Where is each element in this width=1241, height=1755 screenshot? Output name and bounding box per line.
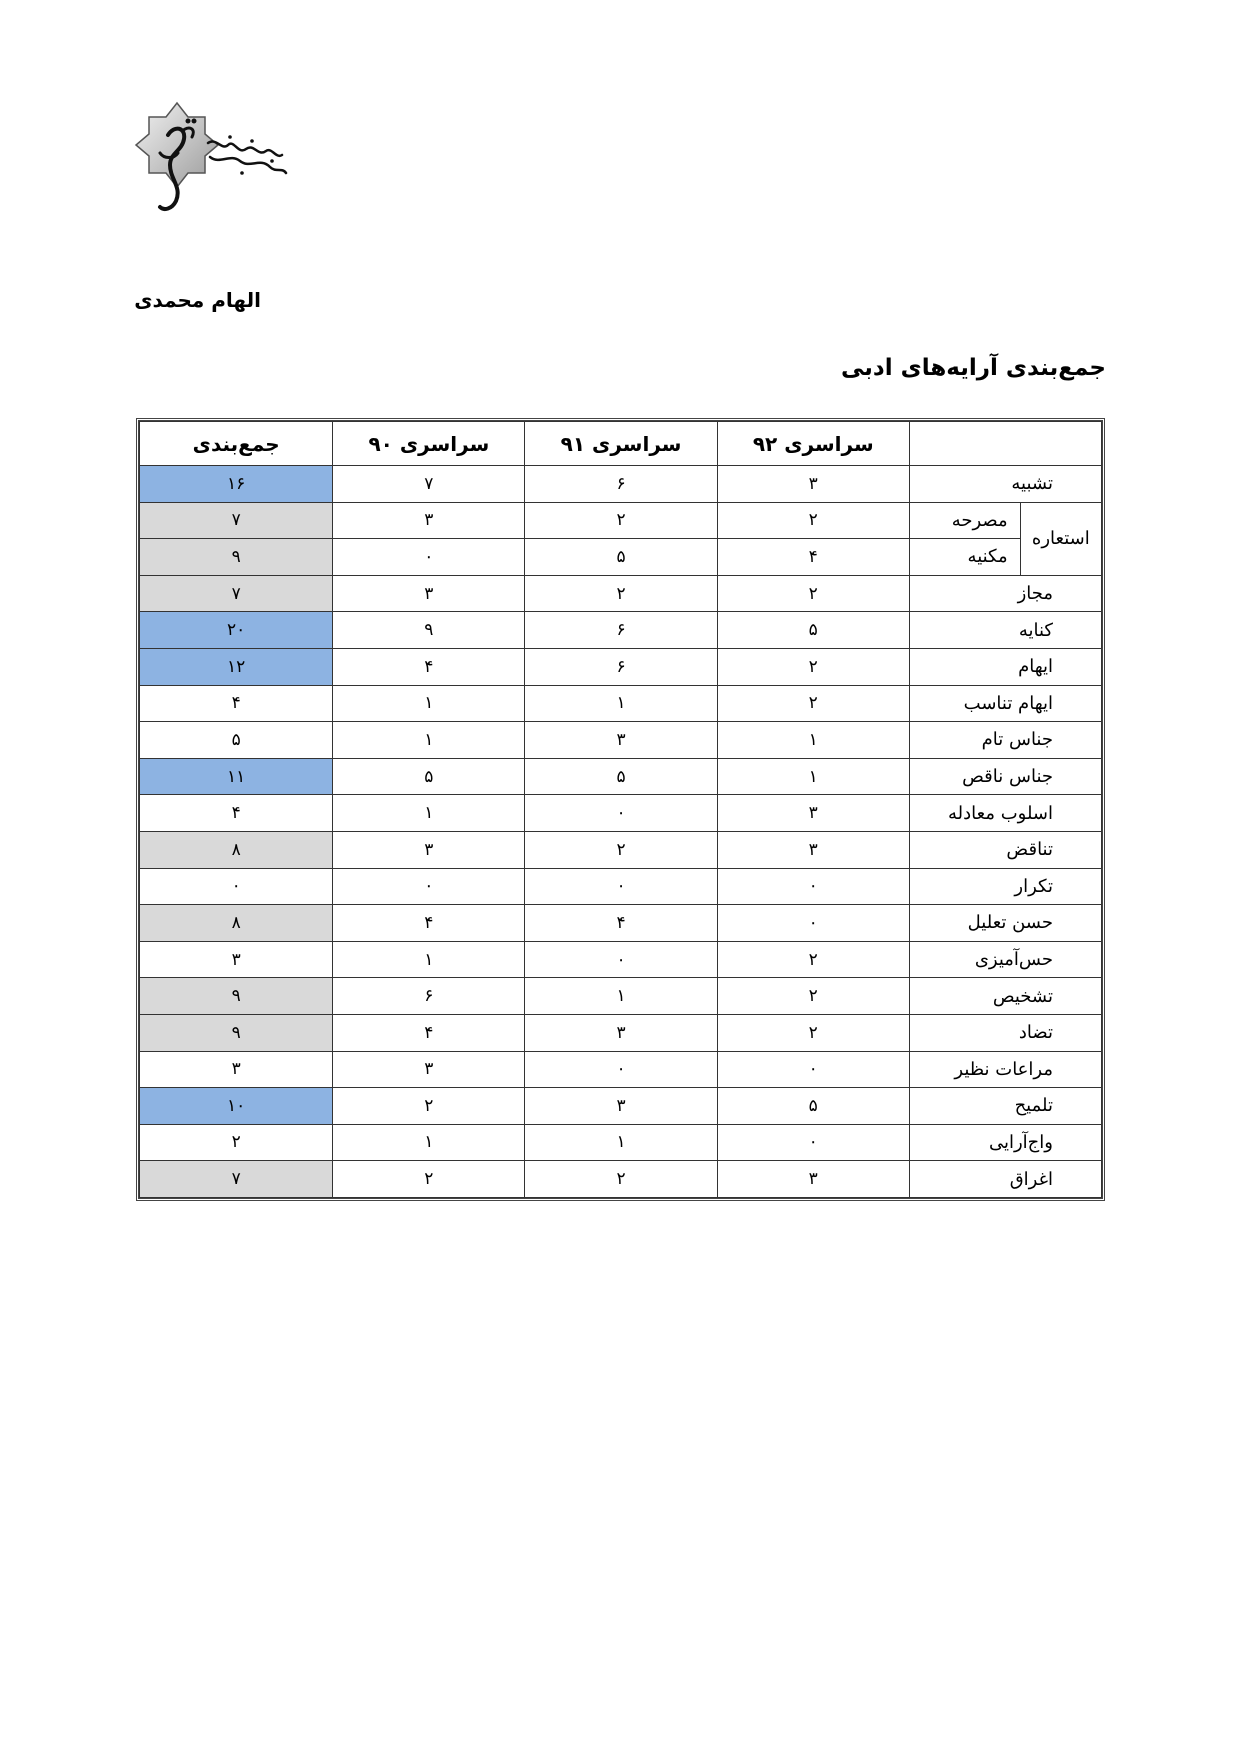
cell-sarasari-90: ۰ (333, 868, 525, 905)
cell-sarasari-92: ۰ (717, 1051, 909, 1088)
cell-sarasari-90: ۲ (333, 1161, 525, 1198)
cell-sarasari-92: ۵ (717, 1088, 909, 1125)
cell-sarasari-92: ۳ (717, 831, 909, 868)
table-row (140, 685, 1102, 722)
cell-sarasari-90: ۷ (333, 466, 525, 503)
cell-summary: ۷ (140, 502, 333, 539)
cell-sarasari-91: ۲ (525, 575, 717, 612)
row-label: مراعات نظیر (909, 1051, 1101, 1088)
cell-summary: ۱۲ (140, 648, 333, 685)
cell-sarasari-92: ۲ (717, 502, 909, 539)
table-body (140, 466, 1102, 1198)
cell-sarasari-91: ۵ (525, 758, 717, 795)
cell-sarasari-92: ۲ (717, 1014, 909, 1051)
table-header-row (140, 422, 1102, 466)
cell-sarasari-90: ۱ (333, 685, 525, 722)
cell-sarasari-92: ۳ (717, 1161, 909, 1198)
cell-summary: ۴ (140, 795, 333, 832)
cell-sarasari-92: ۲ (717, 685, 909, 722)
foundation-logo (130, 95, 290, 220)
table-row (140, 466, 1102, 503)
cell-sarasari-91: ۱ (525, 978, 717, 1015)
cell-summary: ۷ (140, 575, 333, 612)
cell-summary: ۱۱ (140, 758, 333, 795)
cell-sarasari-92: ۳ (717, 466, 909, 503)
row-label: حسن تعلیل (909, 905, 1101, 942)
cell-summary: ۲ (140, 1124, 333, 1161)
cell-sarasari-90: ۴ (333, 648, 525, 685)
table-row (140, 758, 1102, 795)
cell-sarasari-90: ۴ (333, 1014, 525, 1051)
table-row (140, 502, 1102, 539)
star-octagon-logo-icon (130, 95, 290, 220)
table-row (140, 1051, 1102, 1088)
header-sarasari-92: سراسری ۹۲ (717, 422, 909, 466)
cell-summary: ۱۰ (140, 1088, 333, 1125)
table-row (140, 795, 1102, 832)
row-group-label: استعاره (1020, 502, 1101, 575)
cell-sarasari-92: ۳ (717, 795, 909, 832)
table-row (140, 1014, 1102, 1051)
table-row (140, 1124, 1102, 1161)
header-summary: جمع‌بندی (140, 422, 333, 466)
row-label: حس‌آمیزی (909, 941, 1101, 978)
cell-sarasari-91: ۰ (525, 868, 717, 905)
cell-summary: ۹ (140, 978, 333, 1015)
cell-sarasari-91: ۶ (525, 612, 717, 649)
cell-summary: ۴ (140, 685, 333, 722)
cell-summary: ۸ (140, 831, 333, 868)
table-row (140, 831, 1102, 868)
table-row (140, 941, 1102, 978)
cell-summary: ۱۶ (140, 466, 333, 503)
cell-sarasari-90: ۲ (333, 1088, 525, 1125)
cell-sarasari-91: ۲ (525, 1161, 717, 1198)
table-row (140, 575, 1102, 612)
cell-sarasari-90: ۱ (333, 722, 525, 759)
cell-sarasari-91: ۲ (525, 831, 717, 868)
cell-sarasari-91: ۱ (525, 685, 717, 722)
figures-of-speech-table (139, 421, 1102, 1198)
author-name: الهام محمدی (134, 288, 261, 312)
row-sub-label: مصرحه (909, 502, 1020, 539)
cell-sarasari-92: ۰ (717, 905, 909, 942)
cell-sarasari-91: ۱ (525, 1124, 717, 1161)
page-title: جمع‌بندی آرایه‌های ادبی (841, 355, 1106, 381)
cell-sarasari-92: ۲ (717, 575, 909, 612)
cell-sarasari-92: ۴ (717, 539, 909, 576)
cell-sarasari-92: ۱ (717, 758, 909, 795)
table-row (140, 612, 1102, 649)
table-row (140, 539, 1102, 576)
table-row (140, 978, 1102, 1015)
row-label: اغراق (909, 1161, 1101, 1198)
cell-sarasari-92: ۲ (717, 941, 909, 978)
cell-sarasari-92: ۰ (717, 1124, 909, 1161)
cell-sarasari-90: ۰ (333, 539, 525, 576)
table-row (140, 1088, 1102, 1125)
row-label: تشخیص (909, 978, 1101, 1015)
cell-sarasari-91: ۶ (525, 466, 717, 503)
cell-summary: ۳ (140, 1051, 333, 1088)
cell-sarasari-91: ۶ (525, 648, 717, 685)
header-empty-cell (909, 422, 1101, 466)
table-row (140, 722, 1102, 759)
cell-sarasari-90: ۴ (333, 905, 525, 942)
cell-sarasari-91: ۰ (525, 1051, 717, 1088)
row-label: تکرار (909, 868, 1101, 905)
cell-sarasari-90: ۳ (333, 1051, 525, 1088)
cell-sarasari-92: ۲ (717, 648, 909, 685)
cell-sarasari-90: ۱ (333, 1124, 525, 1161)
cell-summary: ۹ (140, 1014, 333, 1051)
row-label: کنایه (909, 612, 1101, 649)
cell-sarasari-91: ۳ (525, 722, 717, 759)
row-label: جناس تام (909, 722, 1101, 759)
row-label: ایهام (909, 648, 1101, 685)
row-label: تشبیه (909, 466, 1101, 503)
summary-table-frame (136, 418, 1105, 1201)
cell-sarasari-91: ۵ (525, 539, 717, 576)
cell-sarasari-91: ۳ (525, 1088, 717, 1125)
cell-sarasari-92: ۱ (717, 722, 909, 759)
cell-sarasari-90: ۳ (333, 575, 525, 612)
cell-summary: ۳ (140, 941, 333, 978)
cell-summary: ۵ (140, 722, 333, 759)
row-label: واج‌آرایی (909, 1124, 1101, 1161)
cell-sarasari-91: ۴ (525, 905, 717, 942)
cell-sarasari-90: ۳ (333, 831, 525, 868)
table-row (140, 905, 1102, 942)
row-label: تضاد (909, 1014, 1101, 1051)
cell-summary: ۹ (140, 539, 333, 576)
cell-summary: ۸ (140, 905, 333, 942)
cell-summary: ۲۰ (140, 612, 333, 649)
cell-summary: ۷ (140, 1161, 333, 1198)
cell-sarasari-91: ۲ (525, 502, 717, 539)
cell-summary: ۰ (140, 868, 333, 905)
row-label: مجاز (909, 575, 1101, 612)
table-row (140, 1161, 1102, 1198)
cell-sarasari-91: ۰ (525, 941, 717, 978)
header-sarasari-90: سراسری ۹۰ (333, 422, 525, 466)
cell-sarasari-91: ۳ (525, 1014, 717, 1051)
cell-sarasari-92: ۵ (717, 612, 909, 649)
row-label: ایهام تناسب (909, 685, 1101, 722)
table-row (140, 648, 1102, 685)
cell-sarasari-90: ۱ (333, 941, 525, 978)
cell-sarasari-90: ۳ (333, 502, 525, 539)
row-label: تناقض (909, 831, 1101, 868)
cell-sarasari-90: ۱ (333, 795, 525, 832)
row-label: اسلوب معادله (909, 795, 1101, 832)
cell-sarasari-90: ۹ (333, 612, 525, 649)
header-sarasari-91: سراسری ۹۱ (525, 422, 717, 466)
row-sub-label: مکنیه (909, 539, 1020, 576)
cell-sarasari-92: ۰ (717, 868, 909, 905)
row-label: تلمیح (909, 1088, 1101, 1125)
row-label: جناس ناقص (909, 758, 1101, 795)
cell-sarasari-90: ۶ (333, 978, 525, 1015)
table-row (140, 868, 1102, 905)
cell-sarasari-92: ۲ (717, 978, 909, 1015)
cell-sarasari-91: ۰ (525, 795, 717, 832)
cell-sarasari-90: ۵ (333, 758, 525, 795)
